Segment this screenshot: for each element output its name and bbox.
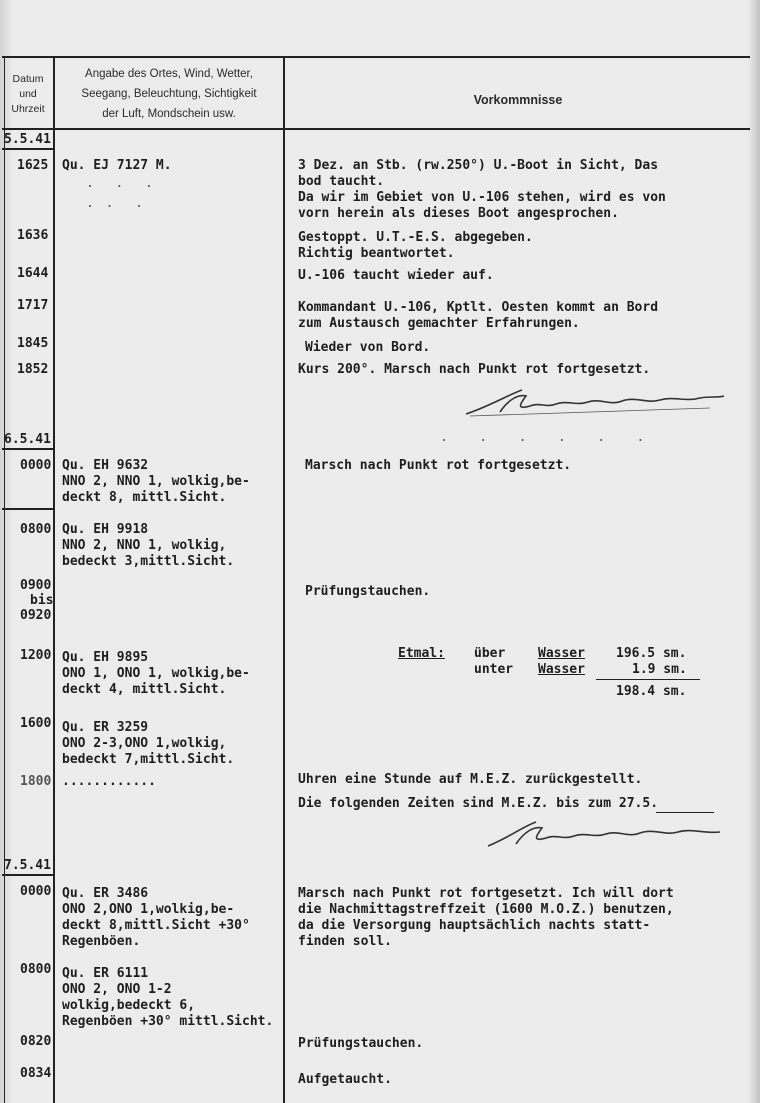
entry-time: 1717 (17, 298, 49, 313)
column-divider-2 (283, 56, 285, 1103)
etmal-total: 198.4 sm. (616, 684, 687, 699)
entry-time: 0000 (20, 458, 52, 473)
entry-position: Qu. EJ 7127 M. (62, 158, 172, 173)
event-line: Prüfungstauchen. (305, 584, 431, 599)
etmal-medium: Wasser (538, 662, 585, 677)
entry-position: Qu. ER 3486 (62, 886, 149, 901)
event-line: die Nachmittagstreffzeit (1600 M.O.Z.) benutzen, (298, 902, 674, 917)
column-divider-1 (53, 56, 55, 1103)
event-line: Wieder von Bord. (305, 340, 431, 355)
entry-weather: ONO 2, ONO 1-2 (62, 982, 172, 997)
etmal-position: über (474, 646, 506, 661)
event-line: 3 Dez. an Stb. (rw.250°) U.-Boot in Sicht, Das (298, 158, 659, 173)
entry-position: Qu. EH 9632 (62, 458, 149, 473)
date-underline-3 (2, 874, 54, 876)
row-divider (2, 508, 54, 510)
entry-time: 1800 (20, 774, 52, 789)
entry-weather: ONO 2,ONO 1,wolkig,be- (62, 902, 235, 917)
entry-position: Qu. ER 3259 (62, 720, 149, 735)
date-label-2: 6.5.41 (4, 432, 51, 447)
entry-weather: bedeckt 7,mittl.Sicht. (62, 752, 235, 767)
entry-weather: wolkig,bedeckt 6, (62, 998, 196, 1013)
entry-time: 0000 (20, 884, 52, 899)
entry-weather: ONO 1, ONO 1, wolkig,be- (62, 666, 250, 681)
header-bottom-border (2, 128, 750, 130)
event-line: Prüfungstauchen. (298, 1036, 424, 1051)
etmal-position: unter (474, 662, 514, 677)
event-line: Kurs 200°. Marsch nach Punkt rot fortgesetzt. (298, 362, 651, 377)
event-line: finden soll. (298, 934, 392, 949)
header-location-weather (56, 64, 282, 124)
separator-dots: . . . . . . (440, 430, 647, 445)
entry-weather: Regenböen +30° mittl.Sicht. (62, 1014, 274, 1029)
event-line: Kommandant U.-106, Kptlt. Oesten kommt an Bord (298, 300, 659, 315)
event-line: Die folgenden Zeiten sind M.E.Z. bis zum 27.5. (298, 796, 659, 811)
event-line: U.-106 taucht wieder auf. (298, 268, 494, 283)
event-line: bod taucht. (298, 174, 385, 189)
entry-time: 1200 (20, 648, 52, 663)
place-dots: . . . (86, 176, 155, 191)
entry-position: Qu. ER 6111 (62, 966, 149, 981)
table-top-border (2, 56, 750, 58)
event-line: zum Austausch gemachter Erfahrungen. (298, 316, 580, 331)
commander-signature (480, 816, 730, 852)
header-and-line: und (19, 88, 37, 100)
event-line: Richtig beantwortet. (298, 246, 455, 261)
entry-time: 0834 (20, 1066, 52, 1081)
entry-time: 1852 (17, 362, 49, 377)
place-dots: ............ (62, 774, 156, 789)
event-line: Uhren eine Stunde auf M.E.Z. zurückgestellt. (298, 772, 643, 787)
entry-position: Qu. EH 9895 (62, 650, 149, 665)
entry-time: bis (30, 593, 54, 608)
entry-time: 0800 (20, 962, 52, 977)
entry-time: 1625 (17, 158, 49, 173)
entry-time: 1644 (17, 266, 49, 281)
header-date-time (4, 72, 52, 117)
entry-time: 0820 (20, 1034, 52, 1049)
event-line: Gestoppt. U.T.-E.S. abgegeben. (298, 230, 533, 245)
date-label-1: 5.5.41 (4, 132, 51, 147)
place-dots: . . . (86, 196, 145, 211)
date-label-3: 7.5.41 (4, 858, 51, 873)
entry-weather: deckt 4, mittl.Sicht. (62, 682, 227, 697)
left-border (4, 56, 5, 1103)
date-underline-2 (2, 448, 54, 450)
entry-time: 0920 (20, 608, 52, 623)
event-line: da die Versorgung hauptsächlich nachts statt- (298, 918, 651, 933)
entry-time: 1845 (17, 336, 49, 351)
date-underline-1 (2, 148, 54, 150)
header-time-line: Uhrzeit (11, 103, 45, 115)
event-line: Marsch nach Punkt rot fortgesetzt. (305, 458, 572, 473)
event-line: vorn herein als dieses Boot angesprochen. (298, 206, 619, 221)
event-line: Marsch nach Punkt rot fortgesetzt. Ich will dort (298, 886, 674, 901)
etmal-value: 196.5 sm. (616, 646, 687, 661)
event-line: Aufgetaucht. (298, 1072, 392, 1087)
etmal-label: Etmal: (398, 646, 445, 661)
entry-time: 1600 (20, 716, 52, 731)
entry-weather: NNO 2, NNO 1, wolkig, (62, 538, 227, 553)
entry-time: 0800 (20, 522, 52, 537)
entry-weather: NNO 2, NNO 1, wolkig,be- (62, 474, 250, 489)
header-location-line-3: der Luft, Mondschein usw. (102, 108, 236, 120)
entry-weather: deckt 8, mittl.Sicht. (62, 490, 227, 505)
entry-time: 0900 (20, 578, 52, 593)
entry-position: Qu. EH 9918 (62, 522, 149, 537)
etmal-sum-line (596, 679, 700, 680)
date-underline-end (656, 812, 714, 813)
header-location-line-2: Seegang, Beleuchtung, Sichtigkeit (81, 88, 257, 100)
etmal-value: 1.9 sm. (632, 662, 687, 677)
etmal-medium: Wasser (538, 646, 585, 661)
header-location-line-1: Angabe des Ortes, Wind, Wetter, (85, 68, 253, 80)
event-line: Da wir im Gebiet von U.-106 stehen, wird es von (298, 190, 666, 205)
entry-weather: bedeckt 3,mittl.Sicht. (62, 554, 235, 569)
entry-weather: Regenböen. (62, 934, 141, 949)
header-date-line: Datum (12, 73, 44, 85)
header-events: Vorkommnisse (473, 93, 563, 107)
commander-signature (460, 386, 730, 420)
entry-weather: ONO 2-3,ONO 1,wolkig, (62, 736, 227, 751)
entry-time: 1636 (17, 228, 49, 243)
entry-weather: deckt 8,mittl.Sicht +30° (62, 918, 250, 933)
